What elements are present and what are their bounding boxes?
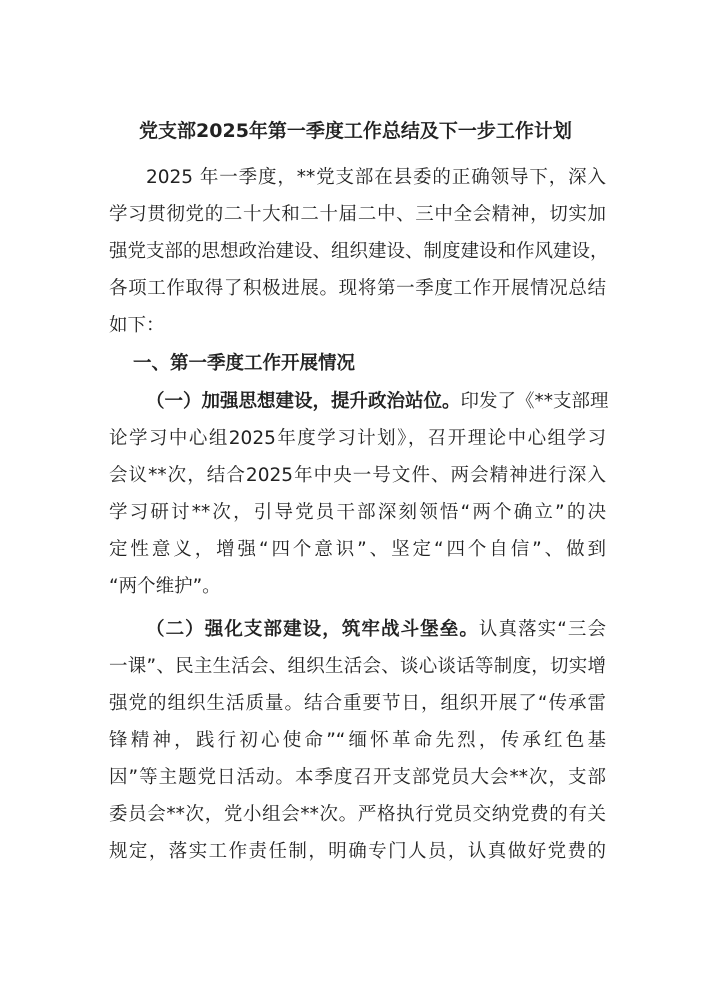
item-2-heading: （二）强化支部建设，筑牢战斗堡垒。 (146, 619, 479, 640)
item-1-line-5: 定性意义，增强“四个意识”、坚定“四个自信”、做到 (109, 539, 606, 560)
item-1-line-3: 会议**次，结合2025年中央一号文件、两会精神进行深入 (109, 465, 606, 486)
item-2-line-6: 委员会**次，党小组会**次。严格执行党员交纳党费的有关 (109, 804, 606, 825)
item-2-first-text: 认真落实“三会 (478, 619, 606, 640)
item-1-heading: （一）加强思想建设，提升政治站位。 (146, 391, 461, 412)
item-1-line-2: 论学习中心组2025年度学习计划》，召开理论中心组学习 (109, 428, 606, 449)
document-title: 党支部2025年第一季度工作总结及下一步工作计划 (139, 120, 572, 142)
item-2-line-4: 锋精神，践行初心使命”“缅怀革命先烈，传承红色基 (109, 730, 606, 751)
item-2-first-line (146, 618, 606, 642)
item-1-line-6: “两个维护”。 (109, 576, 221, 597)
item-2-line-3: 强党的组织生活质量。结合重要节日，组织开展了“传承雷 (109, 693, 606, 714)
item-1-first-line (146, 390, 609, 414)
item-2-line-7: 规定，落实工作责任制，明确专门人员，认真做好党费的 (109, 841, 606, 862)
intro-line-5: 如下： (109, 315, 165, 336)
item-2-line-2: 一课”、民主生活会、组织生活会、谈心谈话等制度，切实增 (109, 656, 606, 677)
intro-line-4: 各项工作取得了积极进展。现将第一季度工作开展情况总结 (109, 278, 606, 299)
intro-line-2: 学习贯彻党的二十大和二十届二中、三中全会精神，切实加 (109, 204, 606, 225)
intro-line-1: 2025 年一季度，**党支部在县委的正确领导下，深入 (146, 167, 606, 188)
item-2-line-5: 因”等主题党日活动。本季度召开支部党员大会**次，支部 (109, 767, 606, 788)
intro-line-3: 强党支部的思想政治建设、组织建设、制度建设和作风建设， (109, 241, 609, 262)
section-1-heading: 一、第一季度工作开展情况 (133, 353, 356, 374)
item-1-line-4: 学习研讨**次，引导党员干部深刻领悟“两个确立”的决 (109, 502, 606, 523)
item-1-first-text: 印发了《**支部理 (460, 391, 609, 412)
